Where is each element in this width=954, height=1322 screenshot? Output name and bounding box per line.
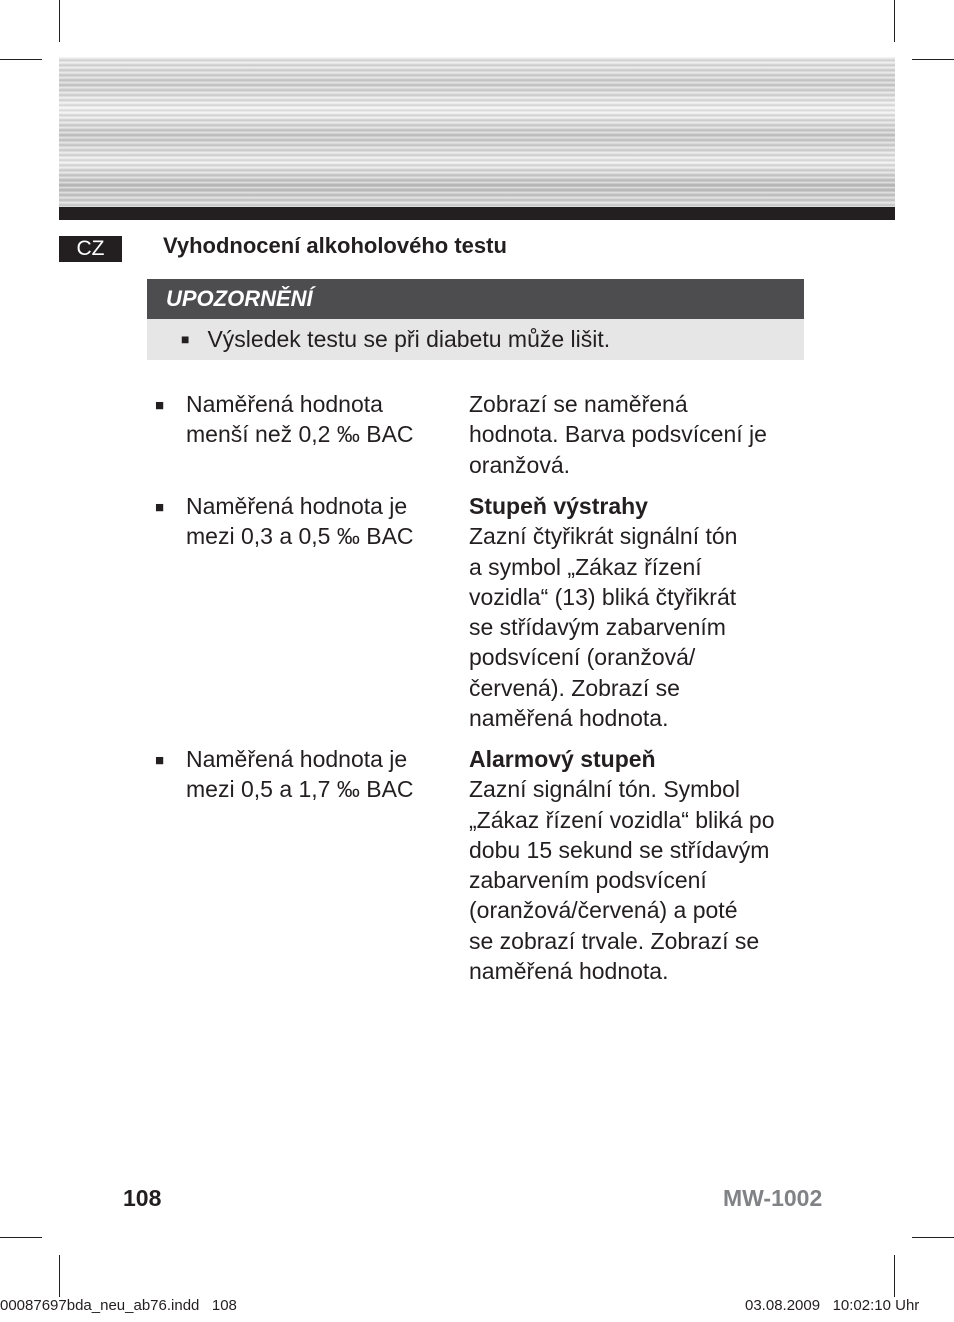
condition-text: [186, 744, 456, 805]
crop-mark: [894, 0, 895, 42]
crop-mark: [0, 1237, 42, 1238]
result-line: oranžová.: [469, 451, 571, 478]
result-line: zabarvením podsvícení: [469, 867, 707, 894]
result-line: dobu 15 sekund se střídavým: [469, 836, 770, 863]
result-line: „Zákaz řízení vozidla“ bliká po: [469, 806, 775, 833]
result-line: a symbol „Zákaz řízení: [469, 553, 702, 580]
result-line: se zobrazí trvale. Zobrazí se: [469, 927, 760, 954]
condition-line: mezi 0,5 a 1,7 ‰ BAC: [186, 776, 414, 803]
result-line: Zazní signální tón. Symbol: [469, 776, 741, 803]
result-line: červená). Zobrazí se: [469, 674, 680, 701]
condition-line: Naměřená hodnota je: [186, 746, 408, 772]
result-line: naměřená hodnota.: [469, 705, 669, 732]
crop-mark: [59, 1255, 60, 1297]
crop-mark: [59, 0, 60, 42]
bullet-icon: ■: [155, 752, 165, 769]
crop-mark: [912, 59, 954, 60]
crop-mark: [0, 59, 42, 60]
warning-text: Výsledek testu se při diabetu může lišit.: [207, 326, 611, 352]
result-line: hodnota. Barva podsvícení je: [469, 421, 767, 448]
result-text: [469, 389, 814, 480]
result-line: se střídavým zabarvením: [469, 614, 726, 641]
condition-line: Naměřená hodnota: [186, 391, 383, 417]
print-slug-file: 00087697bda_neu_ab76.indd 108: [0, 1297, 237, 1314]
language-badge: CZ: [59, 236, 122, 262]
brushed-metal-header: [59, 57, 895, 207]
result-title: Alarmový stupeň: [469, 746, 656, 772]
result-line: Zazní čtyřikrát signální tón: [469, 523, 738, 550]
bullet-icon: ■: [155, 397, 165, 414]
condition-line: menší než 0,2 ‰ BAC: [186, 421, 414, 448]
page-number: 108: [123, 1185, 162, 1211]
result-text: [469, 744, 814, 986]
condition-text: [186, 491, 456, 552]
result-line: podsvícení (oranžová/: [469, 644, 696, 671]
header-rule: [59, 207, 895, 220]
warning-heading: UPOZORNĚNÍ: [147, 279, 804, 319]
condition-line: Naměřená hodnota je: [186, 493, 408, 519]
bullet-icon: ■: [181, 331, 190, 347]
result-line: Zobrazí se naměřená: [469, 391, 688, 417]
warning-body: [147, 319, 804, 360]
result-line: (oranžová/červená) a poté: [469, 897, 738, 924]
crop-mark: [894, 1255, 895, 1297]
print-slug-datetime: 03.08.2009 10:02:10 Uhr: [745, 1297, 920, 1314]
result-line: naměřená hodnota.: [469, 958, 669, 985]
result-title: Stupeň výstrahy: [469, 493, 648, 519]
crop-mark: [912, 1237, 954, 1238]
model-name: MW-1002: [723, 1185, 823, 1211]
condition-text: [186, 389, 456, 450]
condition-line: mezi 0,3 a 0,5 ‰ BAC: [186, 523, 414, 550]
section-title: Vyhodnocení alkoholového testu: [163, 233, 507, 258]
result-text: [469, 491, 814, 733]
result-line: vozidla“ (13) bliká čtyřikrát: [469, 583, 737, 610]
bullet-icon: ■: [155, 499, 165, 516]
